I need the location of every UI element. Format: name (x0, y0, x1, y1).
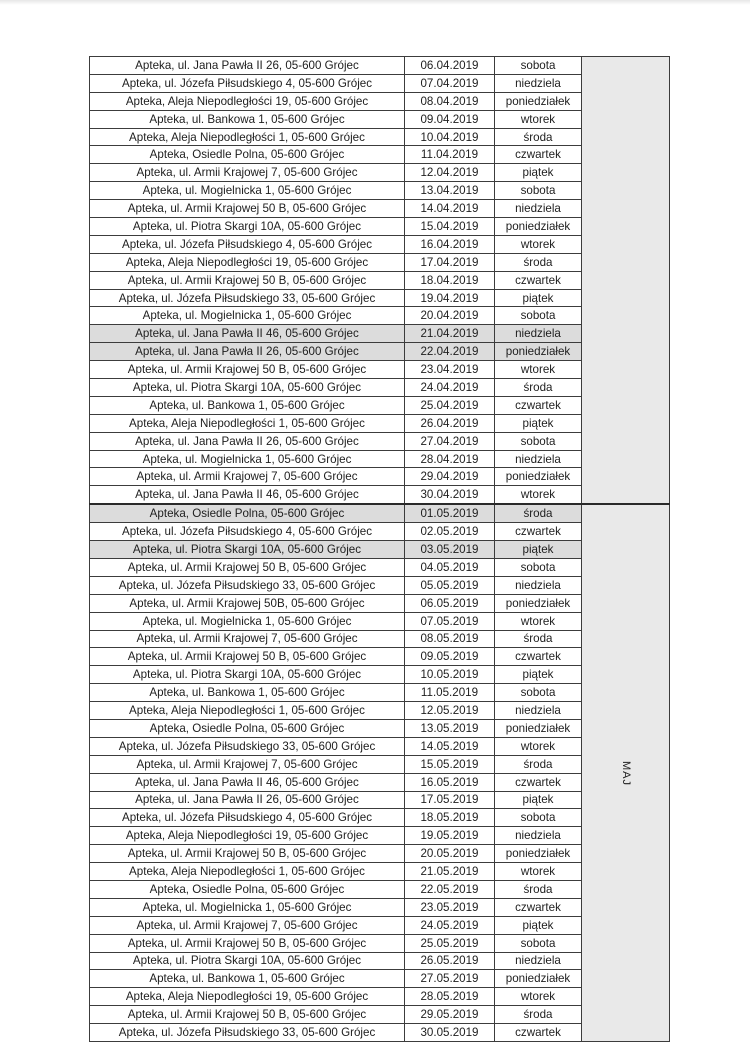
pharmacy-address-cell: Apteka, ul. Mogielnicka 1, 05-600 Grójec (90, 182, 405, 200)
date-cell: 13.05.2019 (405, 719, 495, 737)
month-cell-may (582, 504, 670, 1041)
pharmacy-address-cell: Apteka, Aleja Niepodległości 19, 05-600 Grójec (90, 988, 405, 1006)
date-cell: 14.04.2019 (405, 200, 495, 218)
date-cell: 04.05.2019 (405, 558, 495, 576)
date-cell: 20.04.2019 (405, 307, 495, 325)
date-cell: 09.04.2019 (405, 110, 495, 128)
weekday-cell: wtorek (495, 361, 582, 379)
date-cell: 17.04.2019 (405, 253, 495, 271)
weekday-cell: środa (495, 1006, 582, 1024)
pharmacy-address-cell: Apteka, ul. Armii Krajowej 50 B, 05-600 Grójec (90, 271, 405, 289)
pharmacy-address-cell: Apteka, ul. Armii Krajowej 7, 05-600 Grójec (90, 916, 405, 934)
weekday-cell: poniedziałek (495, 845, 582, 863)
weekday-cell: czwartek (495, 271, 582, 289)
weekday-cell: czwartek (495, 648, 582, 666)
weekday-cell: poniedziałek (495, 970, 582, 988)
pharmacy-address-cell: Apteka, Aleja Niepodległości 1, 05-600 Grójec (90, 702, 405, 720)
date-cell: 16.05.2019 (405, 773, 495, 791)
pharmacy-address-cell: Apteka, ul. Jana Pawła II 26, 05-600 Grójec (90, 343, 405, 361)
weekday-cell: sobota (495, 57, 582, 75)
weekday-cell: środa (495, 253, 582, 271)
weekday-cell: niedziela (495, 952, 582, 970)
date-cell: 02.05.2019 (405, 523, 495, 541)
weekday-cell: poniedziałek (495, 719, 582, 737)
date-cell: 11.05.2019 (405, 684, 495, 702)
weekday-cell: wtorek (495, 110, 582, 128)
date-cell: 06.05.2019 (405, 594, 495, 612)
pharmacy-address-cell: Apteka, ul. Armii Krajowej 7, 05-600 Grójec (90, 468, 405, 486)
weekday-cell: piątek (495, 666, 582, 684)
pharmacy-address-cell: Apteka, ul. Armii Krajowej 7, 05-600 Grójec (90, 630, 405, 648)
date-cell: 10.05.2019 (405, 666, 495, 684)
pharmacy-address-cell: Apteka, ul. Józefa Piłsudskiego 4, 05-600 Grójec (90, 523, 405, 541)
date-cell: 12.04.2019 (405, 164, 495, 182)
pharmacy-address-cell: Apteka, ul. Armii Krajowej 7, 05-600 Grójec (90, 755, 405, 773)
date-cell: 21.05.2019 (405, 863, 495, 881)
date-cell: 22.05.2019 (405, 880, 495, 898)
date-cell: 12.05.2019 (405, 702, 495, 720)
date-cell: 28.05.2019 (405, 988, 495, 1006)
weekday-cell: niedziela (495, 200, 582, 218)
weekday-cell: środa (495, 504, 582, 522)
pharmacy-address-cell: Apteka, ul. Armii Krajowej 50 B, 05-600 Grójec (90, 558, 405, 576)
weekday-cell: piątek (495, 289, 582, 307)
pharmacy-address-cell: Apteka, ul. Piotra Skargi 10A, 05-600 Grójec (90, 666, 405, 684)
pharmacy-address-cell: Apteka, ul. Armii Krajowej 50 B, 05-600 Grójec (90, 648, 405, 666)
pharmacy-address-cell: Apteka, Aleja Niepodległości 19, 05-600 Grójec (90, 827, 405, 845)
pharmacy-address-cell: Apteka, Aleja Niepodległości 1, 05-600 Grójec (90, 128, 405, 146)
date-cell: 26.04.2019 (405, 414, 495, 432)
table-row (90, 504, 670, 522)
weekday-cell: niedziela (495, 827, 582, 845)
pharmacy-address-cell: Apteka, ul. Bankowa 1, 05-600 Grójec (90, 970, 405, 988)
weekday-cell: piątek (495, 164, 582, 182)
date-cell: 15.04.2019 (405, 218, 495, 236)
date-cell: 18.04.2019 (405, 271, 495, 289)
date-cell: 10.04.2019 (405, 128, 495, 146)
date-cell: 03.05.2019 (405, 541, 495, 559)
pharmacy-address-cell: Apteka, ul. Piotra Skargi 10A, 05-600 Grójec (90, 379, 405, 397)
date-cell: 25.04.2019 (405, 396, 495, 414)
month-cell-april (582, 57, 670, 505)
pharmacy-address-cell: Apteka, ul. Józefa Piłsudskiego 4, 05-600 Grójec (90, 74, 405, 92)
date-cell: 16.04.2019 (405, 235, 495, 253)
pharmacy-address-cell: Apteka, ul. Bankowa 1, 05-600 Grójec (90, 684, 405, 702)
weekday-cell: sobota (495, 558, 582, 576)
pharmacy-address-cell: Apteka, ul. Jana Pawła II 26, 05-600 Grójec (90, 432, 405, 450)
pharmacy-address-cell: Apteka, ul. Józefa Piłsudskiego 33, 05-600 Grójec (90, 1024, 405, 1042)
date-cell: 30.05.2019 (405, 1024, 495, 1042)
pharmacy-address-cell: Apteka, ul. Mogielnicka 1, 05-600 Grójec (90, 898, 405, 916)
pharmacy-address-cell: Apteka, ul. Mogielnicka 1, 05-600 Grójec (90, 612, 405, 630)
pharmacy-address-cell: Apteka, ul. Józefa Piłsudskiego 33, 05-600 Grójec (90, 576, 405, 594)
pharmacy-address-cell: Apteka, ul. Jana Pawła II 46, 05-600 Grójec (90, 486, 405, 504)
pharmacy-address-cell: Apteka, Aleja Niepodległości 19, 05-600 Grójec (90, 92, 405, 110)
date-cell: 15.05.2019 (405, 755, 495, 773)
date-cell: 25.05.2019 (405, 934, 495, 952)
weekday-cell: wtorek (495, 863, 582, 881)
pharmacy-address-cell: Apteka, ul. Jana Pawła II 26, 05-600 Grójec (90, 57, 405, 75)
pharmacy-address-cell: Apteka, ul. Bankowa 1, 05-600 Grójec (90, 110, 405, 128)
weekday-cell: poniedziałek (495, 343, 582, 361)
month-label: MAJ (620, 761, 632, 787)
date-cell: 13.04.2019 (405, 182, 495, 200)
date-cell: 23.05.2019 (405, 898, 495, 916)
pharmacy-address-cell: Apteka, ul. Mogielnicka 1, 05-600 Grójec (90, 307, 405, 325)
schedule-body (90, 57, 670, 1042)
date-cell: 11.04.2019 (405, 146, 495, 164)
weekday-cell: piątek (495, 541, 582, 559)
date-cell: 30.04.2019 (405, 486, 495, 504)
date-cell: 21.04.2019 (405, 325, 495, 343)
pharmacy-address-cell: Apteka, ul. Bankowa 1, 05-600 Grójec (90, 396, 405, 414)
weekday-cell: wtorek (495, 235, 582, 253)
date-cell: 06.04.2019 (405, 57, 495, 75)
date-cell: 17.05.2019 (405, 791, 495, 809)
pharmacy-address-cell: Apteka, Osiedle Polna, 05-600 Grójec (90, 146, 405, 164)
weekday-cell: niedziela (495, 74, 582, 92)
weekday-cell: piątek (495, 414, 582, 432)
pharmacy-address-cell: Apteka, ul. Jana Pawła II 46, 05-600 Grójec (90, 773, 405, 791)
weekday-cell: środa (495, 880, 582, 898)
weekday-cell: niedziela (495, 576, 582, 594)
weekday-cell: środa (495, 128, 582, 146)
weekday-cell: środa (495, 379, 582, 397)
date-cell: 08.05.2019 (405, 630, 495, 648)
pharmacy-address-cell: Apteka, ul. Armii Krajowej 7, 05-600 Grójec (90, 164, 405, 182)
weekday-cell: czwartek (495, 146, 582, 164)
date-cell: 07.04.2019 (405, 74, 495, 92)
pharmacy-address-cell: Apteka, Aleja Niepodległości 1, 05-600 Grójec (90, 863, 405, 881)
date-cell: 05.05.2019 (405, 576, 495, 594)
date-cell: 27.05.2019 (405, 970, 495, 988)
date-cell: 07.05.2019 (405, 612, 495, 630)
pharmacy-address-cell: Apteka, ul. Józefa Piłsudskiego 4, 05-600 Grójec (90, 809, 405, 827)
date-cell: 14.05.2019 (405, 737, 495, 755)
date-cell: 08.04.2019 (405, 92, 495, 110)
weekday-cell: piątek (495, 791, 582, 809)
weekday-cell: sobota (495, 684, 582, 702)
date-cell: 01.05.2019 (405, 504, 495, 522)
weekday-cell: poniedziałek (495, 92, 582, 110)
weekday-cell: sobota (495, 432, 582, 450)
weekday-cell: czwartek (495, 523, 582, 541)
date-cell: 22.04.2019 (405, 343, 495, 361)
weekday-cell: sobota (495, 809, 582, 827)
pharmacy-address-cell: Apteka, ul. Józefa Piłsudskiego 33, 05-600 Grójec (90, 737, 405, 755)
weekday-cell: czwartek (495, 773, 582, 791)
pharmacy-address-cell: Apteka, ul. Armii Krajowej 50 B, 05-600 Grójec (90, 361, 405, 379)
pharmacy-address-cell: Apteka, ul. Armii Krajowej 50 B, 05-600 Grójec (90, 845, 405, 863)
pharmacy-address-cell: Apteka, ul. Armii Krajowej 50 B, 05-600 Grójec (90, 200, 405, 218)
weekday-cell: wtorek (495, 988, 582, 1006)
pharmacy-address-cell: Apteka, ul. Józefa Piłsudskiego 33, 05-600 Grójec (90, 289, 405, 307)
weekday-cell: czwartek (495, 1024, 582, 1042)
date-cell: 28.04.2019 (405, 450, 495, 468)
weekday-cell: sobota (495, 934, 582, 952)
pharmacy-address-cell: Apteka, ul. Jana Pawła II 26, 05-600 Grójec (90, 791, 405, 809)
pharmacy-address-cell: Apteka, ul. Jana Pawła II 46, 05-600 Grójec (90, 325, 405, 343)
weekday-cell: wtorek (495, 486, 582, 504)
scan-edge (0, 0, 750, 5)
pharmacy-address-cell: Apteka, ul. Piotra Skargi 10A, 05-600 Grójec (90, 541, 405, 559)
date-cell: 09.05.2019 (405, 648, 495, 666)
pharmacy-address-cell: Apteka, Osiedle Polna, 05-600 Grójec (90, 880, 405, 898)
date-cell: 19.05.2019 (405, 827, 495, 845)
pharmacy-address-cell: Apteka, ul. Józefa Piłsudskiego 4, 05-600 Grójec (90, 235, 405, 253)
table-row (90, 57, 670, 75)
pharmacy-address-cell: Apteka, ul. Armii Krajowej 50 B, 05-600 Grójec (90, 934, 405, 952)
weekday-cell: niedziela (495, 702, 582, 720)
weekday-cell: poniedziałek (495, 468, 582, 486)
date-cell: 20.05.2019 (405, 845, 495, 863)
date-cell: 24.04.2019 (405, 379, 495, 397)
weekday-cell: wtorek (495, 737, 582, 755)
pharmacy-duty-schedule-table (89, 56, 670, 1042)
date-cell: 23.04.2019 (405, 361, 495, 379)
date-cell: 27.04.2019 (405, 432, 495, 450)
pharmacy-address-cell: Apteka, ul. Armii Krajowej 50B, 05-600 Grójec (90, 594, 405, 612)
pharmacy-address-cell: Apteka, Aleja Niepodległości 19, 05-600 Grójec (90, 253, 405, 271)
weekday-cell: czwartek (495, 396, 582, 414)
pharmacy-address-cell: Apteka, Aleja Niepodległości 1, 05-600 Grójec (90, 414, 405, 432)
weekday-cell: środa (495, 630, 582, 648)
date-cell: 26.05.2019 (405, 952, 495, 970)
weekday-cell: wtorek (495, 612, 582, 630)
pharmacy-address-cell: Apteka, Osiedle Polna, 05-600 Grójec (90, 719, 405, 737)
weekday-cell: poniedziałek (495, 594, 582, 612)
pharmacy-address-cell: Apteka, ul. Mogielnicka 1, 05-600 Grójec (90, 450, 405, 468)
weekday-cell: sobota (495, 307, 582, 325)
weekday-cell: poniedziałek (495, 218, 582, 236)
weekday-cell: czwartek (495, 898, 582, 916)
weekday-cell: piątek (495, 916, 582, 934)
weekday-cell: niedziela (495, 325, 582, 343)
pharmacy-address-cell: Apteka, ul. Armii Krajowej 50 B, 05-600 Grójec (90, 1006, 405, 1024)
pharmacy-address-cell: Apteka, ul. Piotra Skargi 10A, 05-600 Grójec (90, 952, 405, 970)
pharmacy-address-cell: Apteka, Osiedle Polna, 05-600 Grójec (90, 504, 405, 522)
date-cell: 29.04.2019 (405, 468, 495, 486)
date-cell: 24.05.2019 (405, 916, 495, 934)
weekday-cell: środa (495, 755, 582, 773)
date-cell: 29.05.2019 (405, 1006, 495, 1024)
date-cell: 19.04.2019 (405, 289, 495, 307)
date-cell: 18.05.2019 (405, 809, 495, 827)
weekday-cell: niedziela (495, 450, 582, 468)
weekday-cell: sobota (495, 182, 582, 200)
pharmacy-address-cell: Apteka, ul. Piotra Skargi 10A, 05-600 Grójec (90, 218, 405, 236)
